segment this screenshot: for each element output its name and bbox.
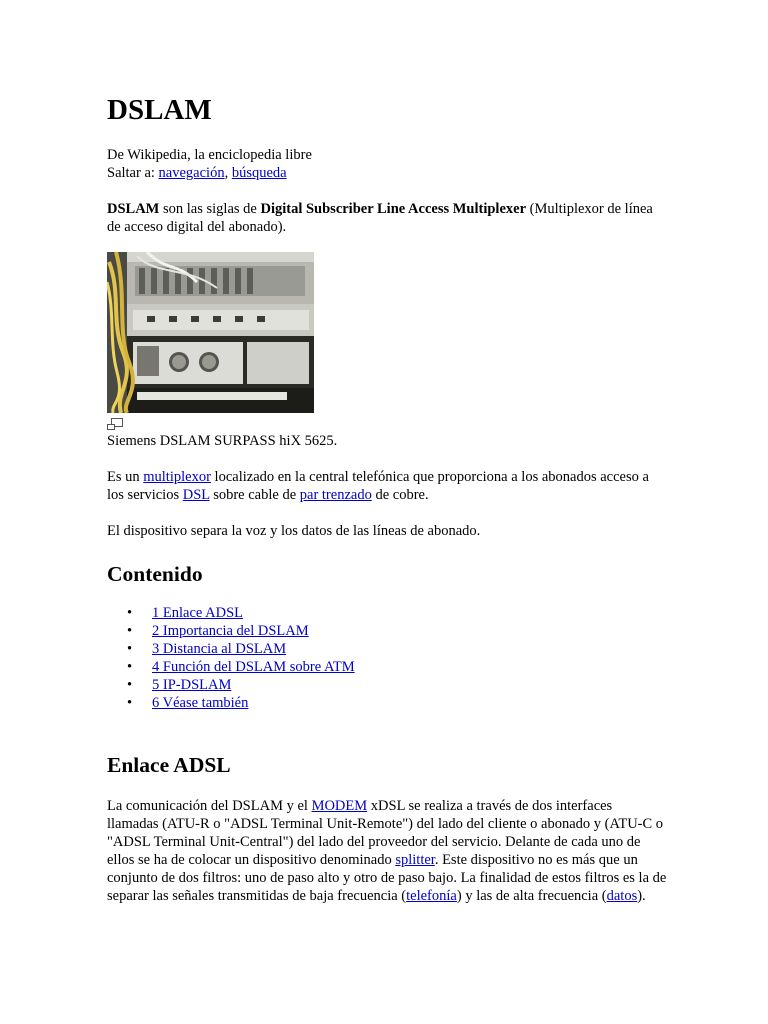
s1-text-3: . Este dispositivo no es más que un conjunto de dos filtros: uno de paso alto y otro de paso bajo. La finalidad de estos filtros es la de separar las señales transmitidas de baja frecuencia ( xyxy=(107,852,667,904)
intro-expansion: Digital Subscriber Line Access Multiplexer xyxy=(260,201,527,217)
intro-paragraph xyxy=(107,200,667,236)
toc-link-importancia[interactable]: 2 Importancia del DSLAM xyxy=(152,623,309,639)
toc-item xyxy=(107,622,355,640)
para1-text-2: localizado en la central telefónica que proporciona a los abonados acceso a los servicios xyxy=(107,469,649,503)
site-subtitle xyxy=(107,146,667,182)
par-trenzado-link[interactable]: par trenzado xyxy=(299,487,372,503)
jump-search-link[interactable]: búsqueda xyxy=(231,165,287,181)
toc-item xyxy=(107,694,355,712)
toc-link-funcion-atm[interactable]: 4 Función del DSLAM sobre ATM xyxy=(152,659,355,675)
section-enlace-adsl-paragraph xyxy=(107,797,667,905)
para1-text-3: sobre cable de xyxy=(209,487,300,503)
paragraph-voice-data: El dispositivo separa la voz y los datos de las líneas de abonado. xyxy=(107,523,481,539)
jump-navigation-link[interactable]: navegación xyxy=(158,165,225,181)
dsl-link[interactable]: DSL xyxy=(182,487,210,503)
toc-item xyxy=(107,640,355,658)
para1-text-1: Es un xyxy=(107,469,144,485)
figure-caption: Siemens DSLAM SURPASS hiX 5625. xyxy=(107,433,338,449)
jump-prefix: Saltar a: xyxy=(107,165,159,181)
paragraph-definition xyxy=(107,468,667,504)
bullet: • xyxy=(127,677,133,693)
multiplexor-link[interactable]: multiplexor xyxy=(143,469,211,485)
section-heading-enlace-adsl: Enlace ADSL xyxy=(107,753,231,777)
toc-link-enlace-adsl[interactable]: 1 Enlace ADSL xyxy=(152,605,244,621)
s1-text-4: ) y las de alta frecuencia ( xyxy=(456,888,607,904)
subtitle-text: De Wikipedia, la enciclopedia libre xyxy=(107,147,312,163)
bullet: • xyxy=(127,659,133,675)
intro-text-1: son las siglas de xyxy=(159,201,261,217)
toc-link-ip-dslam[interactable]: 5 IP-DSLAM xyxy=(152,677,232,693)
page-title: DSLAM xyxy=(107,94,212,126)
toc-item xyxy=(107,676,355,694)
s1-text-5: ). xyxy=(637,888,646,904)
telefonia-link[interactable]: telefonía xyxy=(406,888,457,904)
dslam-photo[interactable] xyxy=(107,252,314,413)
bullet: • xyxy=(127,641,133,657)
toc-item xyxy=(107,658,355,676)
s1-text-1: La comunicación del DSLAM y el xyxy=(107,798,312,814)
bullet: • xyxy=(127,605,133,621)
bullet: • xyxy=(127,695,133,711)
toc-link-vease-tambien[interactable]: 6 Véase también xyxy=(152,695,249,711)
intro-term: DSLAM xyxy=(107,201,160,217)
modem-link[interactable]: MODEM xyxy=(311,798,368,814)
toc-link-distancia[interactable]: 3 Distancia al DSLAM xyxy=(152,641,287,657)
bullet: • xyxy=(127,623,133,639)
toc-item xyxy=(107,604,355,622)
jump-separator: , xyxy=(224,165,232,181)
toc-list xyxy=(107,604,355,712)
magnify-icon[interactable] xyxy=(107,418,123,430)
splitter-link[interactable]: splitter xyxy=(395,852,435,868)
datos-link[interactable]: datos xyxy=(606,888,638,904)
s1-text-2: xDSL se realiza a través de dos interfaces llamadas (ATU-R o "ADSL Terminal Unit-Remote") del lado del cliente o abonado y (ATU-C o "ADSL Terminal Unit-Central") del lado del proveedor del servicio. Delante de cada uno de ellos se ha de colocar un dispositivo denominado xyxy=(107,798,664,868)
para1-text-4: de cobre. xyxy=(371,487,429,503)
intro-text-2: (Multiplexor de línea de acceso digital del abonado). xyxy=(107,201,653,235)
toc-heading: Contenido xyxy=(107,562,203,586)
